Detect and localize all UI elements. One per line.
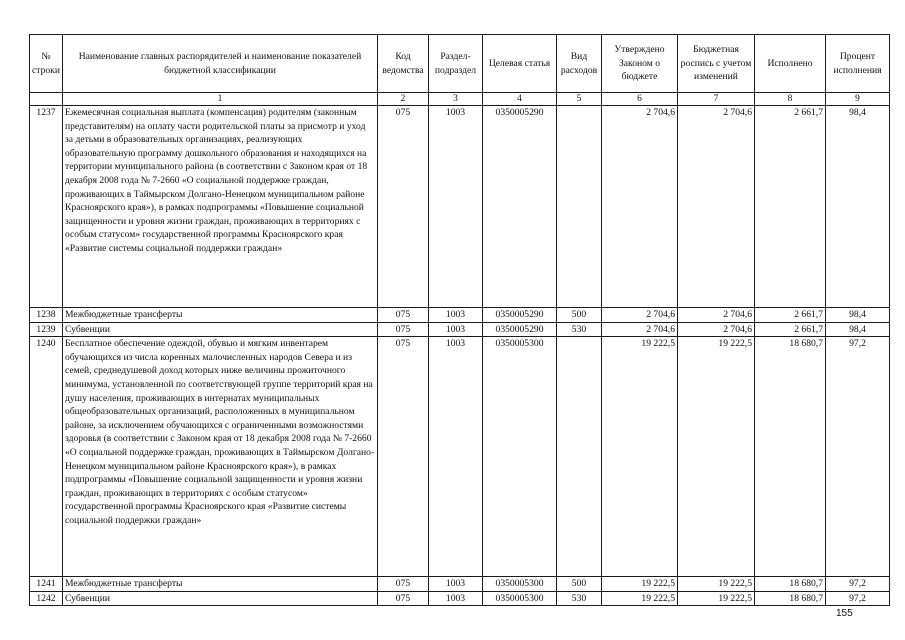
row-name: Субвенции (63, 322, 378, 337)
row-num: 1237 (30, 106, 63, 308)
row-target: 0350005290 (483, 308, 557, 323)
row-target: 0350005300 (483, 337, 557, 577)
row-dept: 075 (378, 591, 429, 606)
table-row (30, 308, 890, 323)
row-budget: 19 222,5 (678, 591, 755, 606)
header-row (30, 35, 890, 93)
row-num: 1239 (30, 322, 63, 337)
row-approved: 2 704,6 (602, 106, 678, 308)
row-name: Межбюджетные трансферты (63, 577, 378, 592)
row-executed: 18 680,7 (755, 337, 826, 577)
row-type (557, 337, 602, 577)
column-number: 2 (378, 93, 429, 106)
row-dept: 075 (378, 322, 429, 337)
column-number: 1 (63, 93, 378, 106)
column-number: 3 (429, 93, 483, 106)
table-row (30, 591, 890, 606)
row-section: 1003 (429, 308, 483, 323)
row-approved: 19 222,5 (602, 337, 678, 577)
row-percent: 98,4 (826, 308, 890, 323)
row-executed: 18 680,7 (755, 591, 826, 606)
row-approved: 19 222,5 (602, 577, 678, 592)
row-percent: 98,4 (826, 106, 890, 308)
row-budget: 2 704,6 (678, 106, 755, 308)
row-section: 1003 (429, 577, 483, 592)
table-row (30, 322, 890, 337)
row-num: 1238 (30, 308, 63, 323)
header-num: № строки (30, 35, 63, 93)
row-dept: 075 (378, 577, 429, 592)
row-budget: 2 704,6 (678, 322, 755, 337)
row-type: 500 (557, 308, 602, 323)
row-target: 0350005290 (483, 106, 557, 308)
header-dept-code: Код ведомства (378, 35, 429, 93)
row-percent: 98,4 (826, 322, 890, 337)
row-dept: 075 (378, 106, 429, 308)
row-type: 500 (557, 577, 602, 592)
row-num: 1240 (30, 337, 63, 577)
column-number: 7 (678, 93, 755, 106)
row-executed: 18 680,7 (755, 577, 826, 592)
column-number: 8 (755, 93, 826, 106)
header-expense-type: Вид расходов (557, 35, 602, 93)
row-type: 530 (557, 322, 602, 337)
column-number-row (30, 93, 890, 106)
column-number: 6 (602, 93, 678, 106)
row-name: Бесплатное обеспечение одеждой, обувью и мягким инвентарем обучающихся из числа коренных малочисленных народов Севера и из семей, среднедушевой доход которых ниже величины прожиточного минимума, установленной по соответствующей группе территорий края на душу населения, проживающих в интернатах муниципальных общеобразовательных организаций, расположенных в муниципальном районе, за исключением обучающихся с ограниченными возможностями здоровья (в соответствии с Законом края от 18 декабря 2008 года № 7-2660 «О социальной поддержке граждан, проживающих в Таймырском Долгано-Ненецком муниципальном районе Красноярского края»), в рамках подпрограммы «Повышение социальной защищенности и уровня жизни граждан, проживающих в территориях с особым статусом» государственной программы Красноярского края «Развитие системы социальной поддержки граждан» (63, 337, 378, 577)
row-dept: 075 (378, 337, 429, 577)
row-approved: 19 222,5 (602, 591, 678, 606)
row-executed: 2 661,7 (755, 322, 826, 337)
row-executed: 2 661,7 (755, 308, 826, 323)
column-number (30, 93, 63, 106)
header-budget-list: Бюджетная роспись с учетом изменений (678, 35, 755, 93)
row-num: 1241 (30, 577, 63, 592)
row-name: Межбюджетные трансферты (63, 308, 378, 323)
row-type: 530 (557, 591, 602, 606)
header-target: Целевая статья (483, 35, 557, 93)
row-percent: 97,2 (826, 591, 890, 606)
row-executed: 2 661,7 (755, 106, 826, 308)
row-section: 1003 (429, 106, 483, 308)
table-row (30, 337, 890, 577)
row-name: Субвенции (63, 591, 378, 606)
row-num: 1242 (30, 591, 63, 606)
row-type (557, 106, 602, 308)
row-target: 0350005290 (483, 322, 557, 337)
row-section: 1003 (429, 337, 483, 577)
row-target: 0350005300 (483, 577, 557, 592)
table-row (30, 577, 890, 592)
row-percent: 97,2 (826, 577, 890, 592)
row-dept: 075 (378, 308, 429, 323)
row-section: 1003 (429, 322, 483, 337)
header-section: Раздел-подраздел (429, 35, 483, 93)
row-budget: 19 222,5 (678, 577, 755, 592)
row-budget: 2 704,6 (678, 308, 755, 323)
column-number: 5 (557, 93, 602, 106)
row-percent: 97,2 (826, 337, 890, 577)
row-budget: 19 222,5 (678, 337, 755, 577)
row-name: Ежемесячная социальная выплата (компенсация) родителям (законным представителям) на оплату части родительской платы за присмотр и уход за детьми в образовательных организациях, реализующих образовательную программу дошкольного образования и находящихся на территории муниципального района (в соответствии с Законом края от 18 декабря 2008 года № 7-2660 «О социальной поддержке граждан, проживающих в Таймырском Долгано-Ненецком муниципальном районе Красноярского края»), в рамках подпрограммы «Повышение социальной защищенности и уровня жизни граждан, проживающих в территориях с особым статусом» государственной программы Красноярского края «Развитие системы социальной поддержки граждан» (63, 106, 378, 308)
row-target: 0350005300 (483, 591, 557, 606)
budget-execution-table (29, 34, 890, 606)
header-percent: Процент исполнения (826, 35, 890, 93)
column-number: 9 (826, 93, 890, 106)
header-name: Наименование главных распорядителей и наименование показателей бюджетной классификации (63, 35, 378, 93)
header-approved: Утверждено Законом о бюджете (602, 35, 678, 93)
column-number: 4 (483, 93, 557, 106)
table-row (30, 106, 890, 308)
row-approved: 2 704,6 (602, 322, 678, 337)
row-approved: 2 704,6 (602, 308, 678, 323)
row-section: 1003 (429, 591, 483, 606)
header-executed: Исполнено (755, 35, 826, 93)
page-number: 155 (836, 608, 853, 619)
